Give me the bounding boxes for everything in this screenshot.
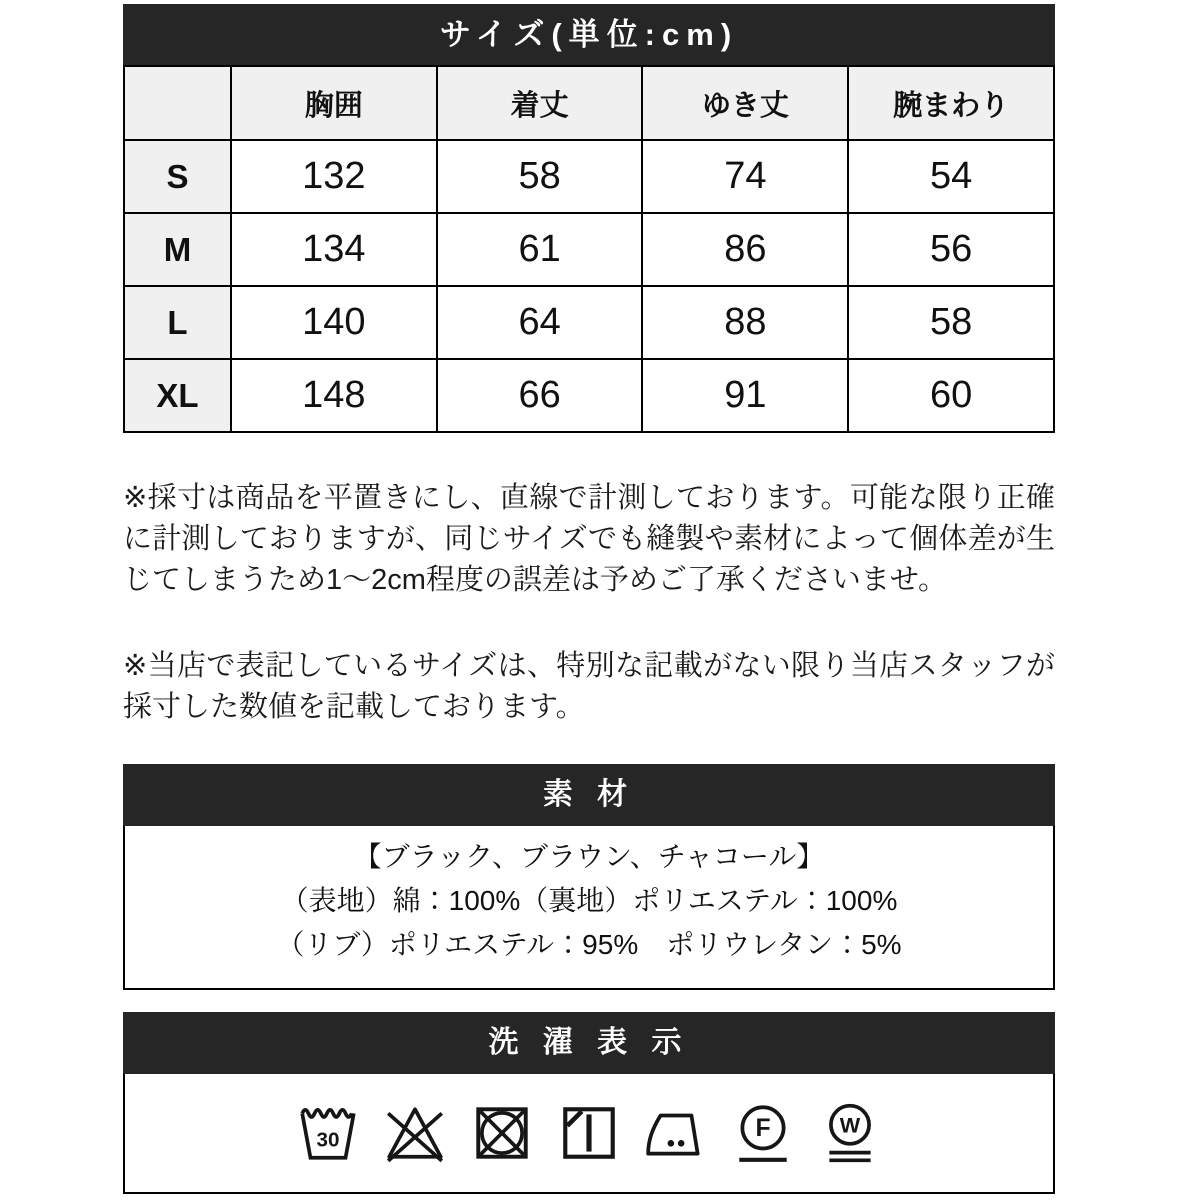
dry-clean-f-gentle-icon: [730, 1100, 796, 1166]
table-row-xl: [124, 359, 1054, 432]
size-label: S: [124, 140, 231, 213]
cell-value: 148: [231, 359, 437, 432]
measurement-notes: [123, 478, 1055, 728]
cell-value: 132: [231, 140, 437, 213]
laundry-symbols-row: [123, 1074, 1055, 1194]
line-dry-in-shade-icon: [556, 1100, 622, 1166]
do-not-tumble-dry-icon: [469, 1100, 535, 1166]
size-chart-page: [123, 4, 1055, 1194]
size-table-section: [123, 4, 1055, 433]
do-not-bleach-icon: [382, 1100, 448, 1166]
cell-value: 66: [437, 359, 643, 432]
column-header-chest: 胸囲: [231, 66, 437, 140]
wash-30-icon: [295, 1100, 361, 1166]
size-table-corner-cell: [124, 66, 231, 140]
cell-value: 56: [848, 213, 1054, 286]
table-row-m: [124, 213, 1054, 286]
cell-value: 61: [437, 213, 643, 286]
material-section: [123, 764, 1055, 990]
cell-value: 140: [231, 286, 437, 359]
size-table-title: サイズ(単位:cm): [123, 4, 1055, 65]
material-colors-line: 【ブラック、ブラウン、チャコール】: [353, 841, 825, 872]
size-table: [123, 65, 1055, 433]
material-body: [123, 826, 1055, 990]
cell-value: 58: [437, 140, 643, 213]
column-header-sleeve: ゆき丈: [642, 66, 848, 140]
material-fabric-line: （表地）綿：100%（裏地）ポリエステル：100%: [280, 885, 898, 916]
note-staff-measured: ※当店で表記しているサイズは、特別な記載がない限り当店スタッフが採寸した数値を記載しております。: [123, 650, 1055, 723]
svg-text:F: F: [755, 1115, 771, 1143]
cell-value: 88: [642, 286, 848, 359]
svg-text:30: 30: [316, 1128, 340, 1152]
cell-value: 60: [848, 359, 1054, 432]
cell-value: 86: [642, 213, 848, 286]
size-label: XL: [124, 359, 231, 432]
cell-value: 64: [437, 286, 643, 359]
table-row-s: [124, 140, 1054, 213]
laundry-section: [123, 1012, 1055, 1194]
note-measurement-tolerance: ※採寸は商品を平置きにし、直線で計測しております。可能な限り正確に計測しておりますが、同じサイズでも縫製や素材によって個体差が生じてしまうため1〜2cm程度の誤差は予めご了承くださいませ。: [123, 482, 1055, 596]
material-title: 素 材: [123, 764, 1055, 826]
cell-value: 58: [848, 286, 1054, 359]
wet-clean-very-gentle-icon: [817, 1100, 883, 1166]
cell-value: 74: [642, 140, 848, 213]
cell-value: 91: [642, 359, 848, 432]
cell-value: 54: [848, 140, 1054, 213]
size-label: L: [124, 286, 231, 359]
table-row-l: [124, 286, 1054, 359]
size-label: M: [124, 213, 231, 286]
iron-medium-icon: [643, 1100, 709, 1166]
laundry-title: 洗 濯 表 示: [123, 1012, 1055, 1074]
svg-text:W: W: [839, 1112, 861, 1138]
column-header-length: 着丈: [437, 66, 643, 140]
material-rib-line: （リブ）ポリエステル：95% ポリウレタン：5%: [276, 929, 902, 960]
column-header-arm: 腕まわり: [848, 66, 1054, 140]
size-table-header-row: [124, 66, 1054, 140]
cell-value: 134: [231, 213, 437, 286]
